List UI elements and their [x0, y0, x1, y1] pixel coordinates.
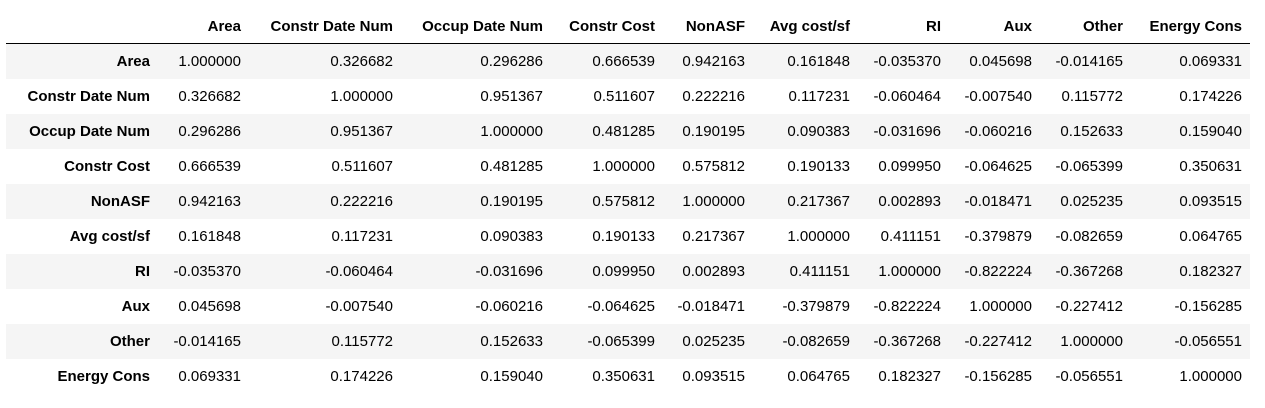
table-cell: -0.035370 — [873, 53, 941, 70]
table-cell: -0.031696 — [475, 263, 543, 280]
row-label: RI — [135, 263, 150, 280]
table-cell: 0.159040 — [480, 368, 543, 385]
table-row — [6, 219, 1250, 254]
table-cell: -0.014165 — [1055, 53, 1123, 70]
row-label: Area — [116, 53, 150, 70]
table-cell: 0.069331 — [178, 368, 241, 385]
table-cell: 0.045698 — [969, 53, 1032, 70]
table-cell: 0.117231 — [331, 228, 393, 245]
table-cell: 0.159040 — [1179, 123, 1242, 140]
table-cell: 1.000000 — [480, 123, 543, 140]
table-cell: 0.481285 — [480, 158, 543, 175]
table-cell: -0.082659 — [782, 333, 850, 350]
table-cell: 0.326682 — [330, 53, 393, 70]
column-header: Other — [1040, 10, 1131, 44]
row-label: Aux — [121, 298, 150, 315]
table-cell: 0.090383 — [787, 123, 850, 140]
row-label: Other — [109, 333, 150, 350]
row-label: NonASF — [90, 193, 150, 210]
table-cell: 0.064765 — [787, 368, 850, 385]
table-cell: 0.099950 — [592, 263, 655, 280]
table-cell: 0.326682 — [178, 88, 241, 105]
table-cell: 1.000000 — [787, 228, 850, 245]
table-cell: 1.000000 — [878, 263, 941, 280]
table-cell: -0.060216 — [964, 123, 1032, 140]
dataframe-output — [6, 10, 1250, 394]
table-cell: 1.000000 — [969, 298, 1032, 315]
table-cell: 0.951367 — [330, 123, 393, 140]
table-cell: 0.411151 — [880, 228, 941, 245]
table-cell: 0.411151 — [789, 263, 850, 280]
table-cell: 0.666539 — [592, 53, 655, 70]
column-header: Area — [160, 10, 249, 44]
table-cell: 0.161848 — [178, 228, 241, 245]
table-cell: 0.099950 — [878, 158, 941, 175]
table-cell: 0.222216 — [330, 193, 393, 210]
table-cell: -0.056551 — [1055, 368, 1123, 385]
table-cell: -0.064625 — [964, 158, 1032, 175]
table-cell: 0.575812 — [592, 193, 655, 210]
table-cell: 0.350631 — [592, 368, 655, 385]
table-cell: -0.822224 — [873, 298, 941, 315]
table-cell: 0.115772 — [331, 333, 393, 350]
corner-header — [6, 10, 160, 44]
table-cell: 0.296286 — [480, 53, 543, 70]
column-header: Avg cost/sf — [753, 10, 858, 44]
row-label: Constr Cost — [64, 158, 150, 175]
table-cell: 0.296286 — [178, 123, 241, 140]
table-cell: 0.222216 — [682, 88, 745, 105]
header-row — [6, 10, 1250, 44]
table-cell: 0.190195 — [682, 123, 745, 140]
table-row — [6, 149, 1250, 184]
table-cell: 0.190133 — [787, 158, 850, 175]
table-cell: 0.152633 — [1060, 123, 1123, 140]
table-body — [6, 44, 1250, 395]
table-cell: -0.060464 — [873, 88, 941, 105]
table-cell: 0.115772 — [1061, 88, 1123, 105]
table-cell: 0.182327 — [1179, 263, 1242, 280]
table-row — [6, 114, 1250, 149]
table-cell: 0.090383 — [480, 228, 543, 245]
table-cell: 0.045698 — [178, 298, 241, 315]
table-cell: 0.942163 — [682, 53, 745, 70]
table-cell: -0.082659 — [1055, 228, 1123, 245]
table-cell: -0.014165 — [173, 333, 241, 350]
column-header: NonASF — [663, 10, 753, 44]
row-label: Energy Cons — [57, 368, 150, 385]
table-cell: 1.000000 — [1179, 368, 1242, 385]
table-cell: 0.190195 — [480, 193, 543, 210]
table-cell: 0.161848 — [787, 53, 850, 70]
table-cell: 1.000000 — [682, 193, 745, 210]
table-cell: -0.156285 — [964, 368, 1032, 385]
table-cell: -0.031696 — [873, 123, 941, 140]
table-cell: -0.060464 — [325, 263, 393, 280]
table-cell: 0.217367 — [682, 228, 745, 245]
column-header: Energy Cons — [1131, 10, 1250, 44]
table-cell: -0.065399 — [1055, 158, 1123, 175]
table-cell: 0.069331 — [1179, 53, 1242, 70]
table-cell: -0.018471 — [964, 193, 1032, 210]
table-row — [6, 289, 1250, 324]
table-cell: 0.511607 — [593, 88, 655, 105]
correlation-table — [6, 10, 1250, 394]
table-row — [6, 324, 1250, 359]
column-header: Constr Cost — [551, 10, 663, 44]
table-cell: -0.065399 — [587, 333, 655, 350]
table-cell: 0.575812 — [682, 158, 745, 175]
table-cell: -0.156285 — [1174, 298, 1242, 315]
table-cell: -0.227412 — [1055, 298, 1123, 315]
table-cell: 0.117231 — [788, 88, 850, 105]
table-row — [6, 79, 1250, 114]
table-cell: 0.025235 — [1060, 193, 1123, 210]
table-cell: 0.025235 — [682, 333, 745, 350]
table-cell: -0.007540 — [325, 298, 393, 315]
table-row — [6, 254, 1250, 289]
column-header: Constr Date Num — [249, 10, 401, 44]
table-cell: 0.093515 — [1179, 193, 1242, 210]
row-label: Constr Date Num — [27, 88, 150, 105]
table-cell: -0.227412 — [964, 333, 1032, 350]
row-label: Occup Date Num — [29, 123, 150, 140]
table-cell: 0.511607 — [331, 158, 393, 175]
table-cell: 1.000000 — [330, 88, 393, 105]
column-header: RI — [858, 10, 949, 44]
table-cell: 1.000000 — [178, 53, 241, 70]
table-cell: 0.190133 — [592, 228, 655, 245]
table-cell: 0.182327 — [878, 368, 941, 385]
table-cell: -0.367268 — [873, 333, 941, 350]
table-cell: -0.064625 — [587, 298, 655, 315]
table-cell: 0.002893 — [682, 263, 745, 280]
table-cell: 0.951367 — [480, 88, 543, 105]
table-cell: 0.350631 — [1179, 158, 1242, 175]
table-cell: -0.060216 — [475, 298, 543, 315]
table-cell: 0.666539 — [178, 158, 241, 175]
table-cell: 0.064765 — [1179, 228, 1242, 245]
table-row — [6, 184, 1250, 219]
table-cell: 0.093515 — [682, 368, 745, 385]
table-cell: 0.002893 — [878, 193, 941, 210]
table-cell: -0.035370 — [173, 263, 241, 280]
table-cell: -0.367268 — [1055, 263, 1123, 280]
table-cell: 1.000000 — [1060, 333, 1123, 350]
row-label: Avg cost/sf — [69, 228, 150, 245]
table-cell: 0.174226 — [1179, 88, 1242, 105]
column-header: Occup Date Num — [401, 10, 551, 44]
table-cell: 0.152633 — [480, 333, 543, 350]
table-cell: -0.007540 — [964, 88, 1032, 105]
table-cell: -0.056551 — [1174, 333, 1242, 350]
table-cell: 0.174226 — [330, 368, 393, 385]
table-cell: -0.379879 — [964, 228, 1032, 245]
table-cell: 0.217367 — [787, 193, 850, 210]
table-cell: -0.822224 — [964, 263, 1032, 280]
table-cell: 1.000000 — [592, 158, 655, 175]
table-row — [6, 359, 1250, 394]
table-cell: 0.942163 — [178, 193, 241, 210]
table-cell: -0.018471 — [677, 298, 745, 315]
column-header: Aux — [949, 10, 1040, 44]
table-row — [6, 44, 1250, 80]
table-cell: -0.379879 — [782, 298, 850, 315]
table-cell: 0.481285 — [592, 123, 655, 140]
